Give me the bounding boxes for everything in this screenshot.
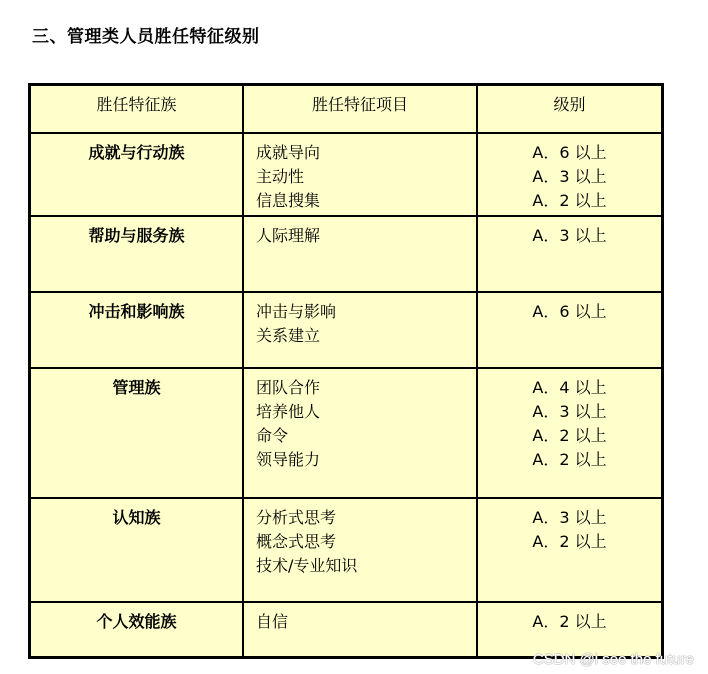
- table-header-row: [31, 86, 661, 133]
- item-text: 关系建立: [256, 326, 321, 345]
- level-text: A．6 以上: [532, 302, 607, 321]
- competency-table-grid: [31, 86, 661, 656]
- level-cell: [477, 292, 661, 368]
- level-text: A．3 以上: [532, 508, 607, 527]
- item-text: 自信: [256, 612, 289, 631]
- level-text: A．2 以上: [532, 450, 607, 469]
- level-text: A．2 以上: [532, 426, 607, 445]
- table-row: [31, 602, 661, 656]
- family-cell: 认知族: [31, 498, 243, 602]
- watermark-text: CSDN @i see the future: [532, 651, 694, 668]
- table-row: [31, 133, 661, 216]
- level-text: A．6 以上: [532, 143, 607, 162]
- item-text: 团队合作: [256, 378, 321, 397]
- level-cell: [477, 216, 661, 292]
- item-text: 分析式思考: [256, 508, 337, 527]
- level-cell: [477, 368, 661, 498]
- items-cell: [243, 292, 477, 368]
- family-cell: 帮助与服务族: [31, 216, 243, 292]
- items-cell: [243, 602, 477, 656]
- header-items: 胜任特征项目: [243, 86, 477, 133]
- item-text: 领导能力: [256, 450, 321, 469]
- items-cell: [243, 368, 477, 498]
- level-text: A．4 以上: [532, 378, 607, 397]
- level-cell: [477, 602, 661, 656]
- items-cell: [243, 498, 477, 602]
- item-text: 成就导向: [256, 143, 321, 162]
- item-text: 技术/专业知识: [256, 556, 358, 575]
- level-text: A．2 以上: [532, 612, 607, 631]
- level-cell: [477, 133, 661, 216]
- item-text: 信息搜集: [256, 191, 321, 210]
- header-level: 级别: [477, 86, 661, 133]
- page-heading: 三、管理类人员胜任特征级别: [32, 27, 260, 47]
- item-text: 培养他人: [256, 402, 321, 421]
- item-text: 人际理解: [256, 226, 321, 245]
- items-cell: [243, 133, 477, 216]
- table-row: [31, 368, 661, 498]
- level-text: A．2 以上: [532, 191, 607, 210]
- family-cell: 管理族: [31, 368, 243, 498]
- family-cell: 个人效能族: [31, 602, 243, 656]
- level-text: A．3 以上: [532, 226, 607, 245]
- family-cell: 冲击和影响族: [31, 292, 243, 368]
- header-family: 胜任特征族: [31, 86, 243, 133]
- level-text: A．3 以上: [532, 402, 607, 421]
- table-row: [31, 498, 661, 602]
- level-cell: [477, 498, 661, 602]
- item-text: 概念式思考: [256, 532, 337, 551]
- item-text: 命令: [256, 426, 289, 445]
- item-text: 主动性: [256, 167, 305, 186]
- table-row: [31, 216, 661, 292]
- items-cell: [243, 216, 477, 292]
- level-text: A．3 以上: [532, 167, 607, 186]
- item-text: 冲击与影响: [256, 302, 337, 321]
- family-cell: 成就与行动族: [31, 133, 243, 216]
- competency-table: [28, 83, 664, 659]
- table-row: [31, 292, 661, 368]
- level-text: A．2 以上: [532, 532, 607, 551]
